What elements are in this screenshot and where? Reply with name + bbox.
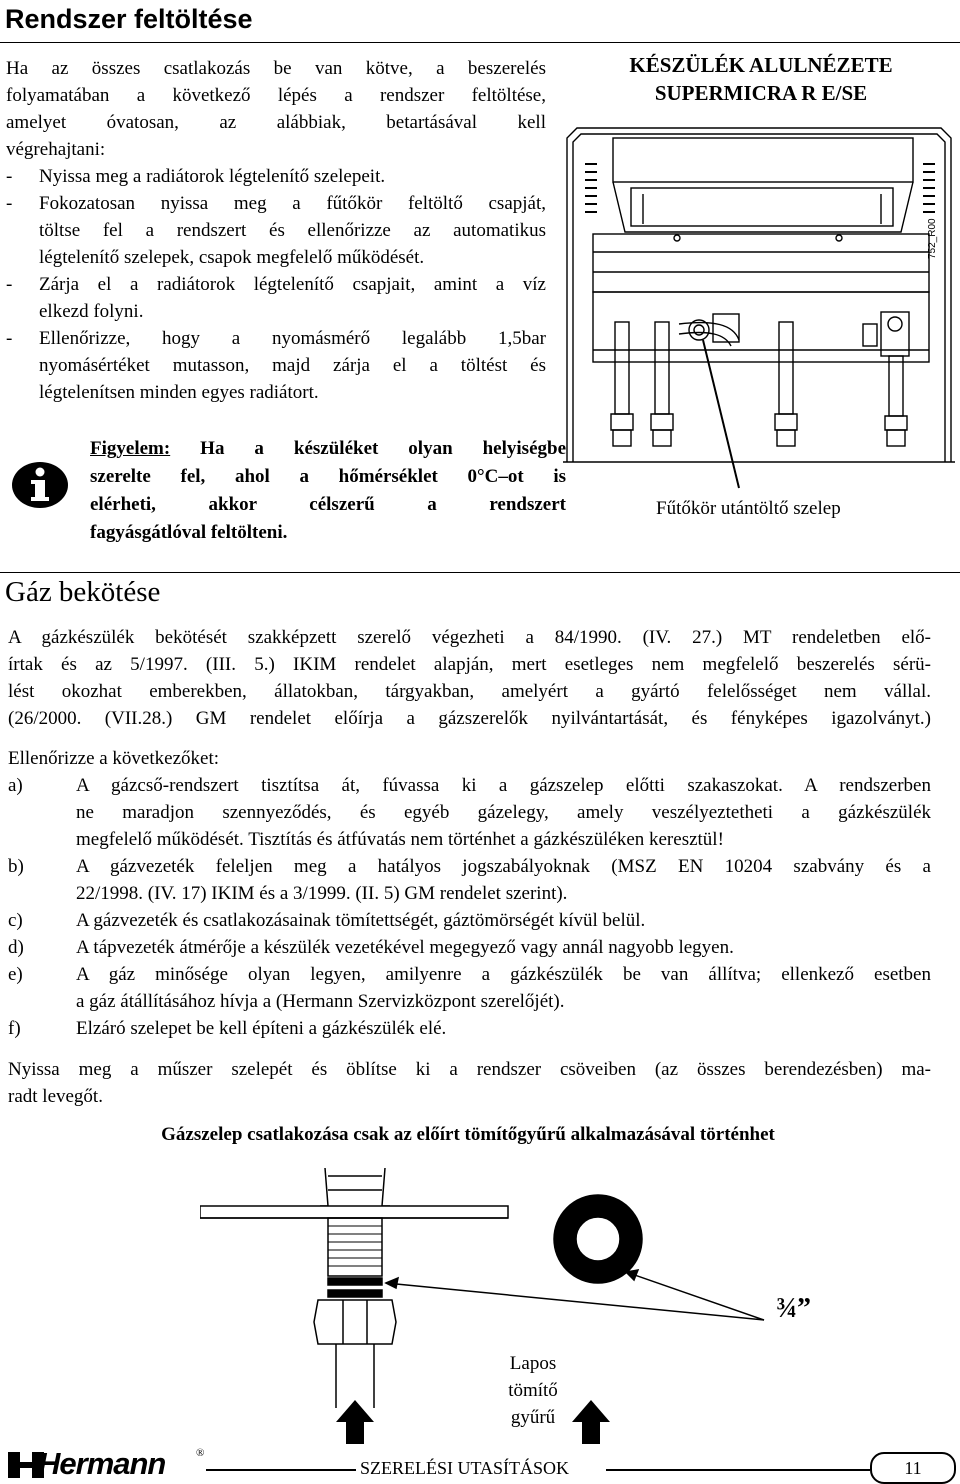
gas-intro <box>8 624 931 732</box>
warning-line: szerelte fel, ahol a hőmérséklet 0°C–ot is <box>90 466 566 487</box>
step-line: elkezd folyni. <box>39 301 144 322</box>
check-line: 22/1998. (IV. 17) IKIM és a 3/1999. (II. 5) GM rendelet szerint). <box>76 883 568 904</box>
check-line: A gázcső-rendszert tisztítsa át, fúvassa ki a gázszelep előtti szakaszokat. A rendszerben <box>76 775 931 796</box>
hermann-logo <box>6 1446 205 1481</box>
gasket-label <box>490 1350 576 1431</box>
check-line: A gáz minősége olyan legyen, amilyenre a gázkészülék be van állítva; ellenkező esetben <box>76 964 931 985</box>
step-line: Ellenőrizze, hogy a nyomásmérő legalább 1,5bar <box>39 328 546 349</box>
gas-intro-line: írtak és az 5/1997. (III. 5.) IKIM rendelet alapján, mert esetleges nem megfelelő beszerelés sérü- <box>8 654 931 675</box>
registered-mark: ® <box>196 1447 205 1459</box>
check-item <box>8 907 931 934</box>
intro-line: Ha az összes csatlakozás be van kötve, a beszerelés <box>6 58 546 79</box>
check-label: a) <box>8 775 23 796</box>
check-item <box>8 772 931 853</box>
warning-line: Ha a készüléket olyan helyiségbe <box>200 438 567 459</box>
check-line: A gázvezeték feleljen meg a hatályos jogszabályoknak (MSZ EN 10204 szabvány és a <box>76 856 931 877</box>
purge-line: radt levegőt. <box>8 1086 103 1107</box>
check-item <box>8 934 931 961</box>
gasket-label-line: Lapos <box>509 1353 557 1374</box>
check-item <box>8 853 931 907</box>
figure-title <box>566 51 956 107</box>
warning-line: fagyásgátlóval feltölteni. <box>90 522 288 543</box>
section-rule <box>0 572 960 573</box>
check-line: A gázvezeték és csatlakozásainak tömítettségét, gáztömörségét kívül belül. <box>76 910 646 931</box>
step-line: Fokozatosan nyissa meg a fűtőkör feltöltő csapját, <box>39 193 546 214</box>
brand-name: Hermann <box>38 1446 166 1481</box>
gas-intro-line: lést okozhat emberekben, állatokban, tárgyakban, amelyért a gyártó felelősséget nem vállal. <box>8 681 931 702</box>
footer-title: SZERELÉSI UTASÍTÁSOK <box>360 1458 570 1478</box>
figure-caption: Fűtőkör utántöltő szelep <box>656 498 841 519</box>
fill-step <box>6 271 546 325</box>
fill-step <box>6 325 546 406</box>
step-line: töltse fel a rendszert és ellenőrizze az automatikus <box>39 220 546 241</box>
gasket-label-line: tömítő <box>508 1380 558 1401</box>
gasket-heading: Gázszelep csatlakozása csak az előírt tömítőgyűrű alkalmazásával történhet <box>161 1124 775 1145</box>
warning-line: elérheti, akkor célszerű a rendszert <box>90 494 566 515</box>
check-label: b) <box>8 856 24 877</box>
step-line: légtelenítsen minden egyes radiátort. <box>39 382 319 403</box>
step-line: légtelenítő szelepek, csapok megfelelő működését. <box>39 247 425 268</box>
dash: - <box>6 328 13 349</box>
purge-paragraph <box>8 1056 931 1110</box>
check-line: megfelelő működését. Tisztítás és átfúvatás nem történhet a gázkészüléken keresztül! <box>76 829 724 850</box>
intro-line: folyamatában a következő lépés a rendszer feltöltése, <box>6 85 546 106</box>
step-line: nyomásértéket mutasson, majd zárja el a töltést és <box>39 355 546 376</box>
title-rule <box>0 42 960 43</box>
frost-warning <box>90 435 566 547</box>
intro-line: végrehajtani: <box>6 139 106 160</box>
boiler-underside-diagram <box>563 124 958 524</box>
footer-line <box>606 1469 870 1471</box>
check-item <box>8 1015 931 1042</box>
check-heading: Ellenőrizze a következőket: <box>8 748 220 769</box>
info-icon <box>10 460 70 510</box>
section-title-gaz: Gáz bekötése <box>5 576 161 608</box>
fill-step <box>6 190 546 271</box>
step-line: Nyissa meg a radiátorok légtelenítő szelepeit. <box>39 166 386 187</box>
gasket-label-line: gyűrű <box>510 1407 556 1428</box>
fill-intro <box>6 55 546 163</box>
dash: - <box>6 193 13 214</box>
step-line: Zárja el a radiátorok légtelenítő csapjait, amint a víz <box>39 274 546 295</box>
gas-intro-line: A gázkészülék bekötését szakképzett szerelő végezheti a 84/1990. (IV. 27.) MT rendeletben elő- <box>8 627 931 648</box>
drawing-code: 752_R00 <box>927 218 938 259</box>
check-label: d) <box>8 937 24 958</box>
page-number: 11 <box>904 1458 922 1478</box>
check-line: Elzáró szelepet be kell építeni a gázkészülék elé. <box>76 1018 447 1039</box>
figure-title-line: KÉSZÜLÉK ALULNÉZETE <box>629 53 893 77</box>
section-title-rendszer: Rendszer feltöltése <box>5 4 253 34</box>
figure-title-line: SUPERMICRA R E/SE <box>654 81 868 105</box>
check-line: A tápvezeték átmérője a készülék vezetékével megegyező vagy annál nagyobb legyen. <box>76 937 734 958</box>
footer-line <box>206 1469 356 1471</box>
check-line: a gáz átállításához hívja a (Hermann Szervizközpont szerelőjét). <box>76 991 565 1012</box>
fill-step <box>6 163 546 190</box>
intro-line: amelyet óvatosan, az alábbiak, betartásával kell <box>6 112 546 133</box>
check-label: f) <box>8 1018 21 1039</box>
dash: - <box>6 166 13 187</box>
gas-intro-line: (26/2000. (VII.28.) GM rendelet előírja a gázszerelők nyilvántartását, és fényképes igazolványt.) <box>8 708 931 729</box>
page-number-badge <box>870 1452 956 1484</box>
check-item <box>8 961 931 1015</box>
check-label: c) <box>8 910 23 931</box>
purge-line: Nyissa meg a műszer szelepét és öblítse ki a rendszer csöveiben (az összes berendezésben) ma- <box>8 1059 931 1080</box>
warning-label: Figyelem: <box>90 438 171 459</box>
size-label: ¾” <box>776 1293 811 1324</box>
check-label: e) <box>8 964 23 985</box>
check-line: ne maradjon szennyeződés, és egyéb gázelegy, amely veszélyeztetheti a gázkészülék <box>76 802 931 823</box>
dash: - <box>6 274 13 295</box>
